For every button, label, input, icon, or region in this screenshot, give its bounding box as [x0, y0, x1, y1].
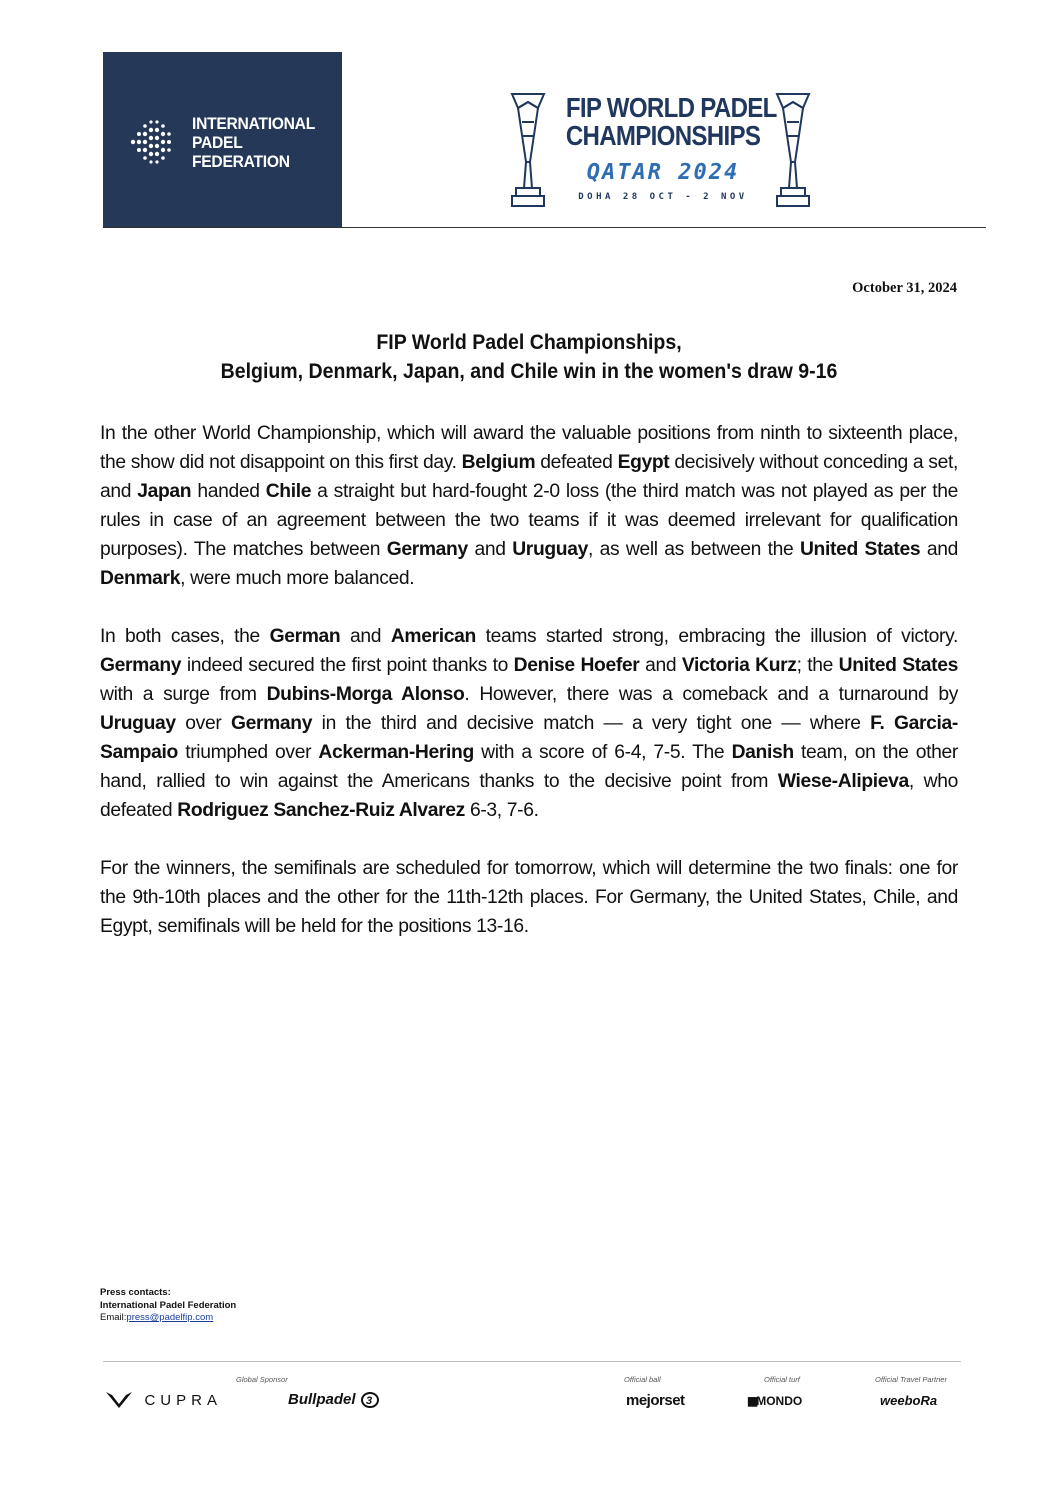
travel-partner-caption: Official Travel Partner	[875, 1375, 947, 1384]
text-run: , were much more balanced.	[180, 568, 415, 589]
text-run: and	[920, 539, 958, 560]
text-run: decisively without conceding a set, and	[100, 452, 958, 502]
svg-text:3: 3	[365, 1395, 372, 1408]
official-ball-caption: Official ball	[624, 1375, 661, 1384]
bold-text: Germany	[100, 655, 182, 676]
bold-text: Chile	[265, 481, 312, 502]
press-contacts-org: International Padel Federation	[100, 1299, 237, 1311]
championships-logo	[508, 92, 813, 212]
bold-text: F. Garcia-Sampaio	[100, 713, 958, 763]
bold-text: Rodriguez Sanchez-Ruiz Alvarez	[177, 800, 465, 821]
bold-text: United States	[799, 539, 921, 560]
title-line-1: FIP World Padel Championships,	[376, 331, 682, 354]
bold-text: Dubins-Morga Alonso	[266, 684, 465, 705]
bold-text: United States	[838, 655, 958, 676]
email-label: Email:	[100, 1312, 127, 1323]
bold-text: German	[269, 626, 341, 647]
global-sponsor-caption: Global Sponsor	[236, 1375, 288, 1384]
press-contacts-heading: Press contacts:	[100, 1287, 171, 1298]
ipf-logo	[103, 52, 342, 228]
text-run: , who defeated	[100, 771, 958, 821]
text-run: and	[340, 626, 391, 647]
email-link[interactable]: press@padelfip.com	[126, 1312, 214, 1323]
trophy-icon	[508, 92, 548, 210]
bold-text: Danish	[731, 742, 794, 763]
text-run: with a surge from	[100, 684, 267, 705]
bold-text: Denise Hoefer	[513, 655, 640, 676]
press-contacts	[100, 1287, 236, 1325]
bold-text: Germany	[386, 539, 468, 560]
text-run: . However, there was a comeback and a turnaround by	[464, 684, 958, 705]
ipf-logo-line-3: FEDERATION	[192, 152, 290, 171]
bold-text: Belgium	[461, 452, 536, 473]
bold-text: Ackerman-Hering	[318, 742, 474, 763]
championships-dates: DOHA 28 OCT - 2 NOV	[578, 192, 748, 202]
bold-text: American	[390, 626, 476, 647]
bold-text: Egypt	[617, 452, 670, 473]
cupra-wordmark: CUPRA	[144, 1391, 222, 1409]
text-run: over	[175, 713, 231, 734]
article-body	[100, 419, 958, 970]
text-run: , as well as between the	[587, 539, 800, 560]
championships-title	[565, 92, 777, 151]
text-run: indeed secured the first point thanks to	[181, 655, 514, 676]
bold-text: Wiese-Alipieva	[777, 771, 909, 792]
text-run: with a score of 6-4, 7-5. The	[473, 742, 732, 763]
text-run: 6-3, 7-6.	[464, 800, 539, 821]
press-release-date: October 31, 2024	[852, 280, 957, 296]
text-run: defeated	[535, 452, 618, 473]
bold-text: Uruguay	[512, 539, 588, 560]
text-run: and	[467, 539, 513, 560]
paragraph	[100, 419, 958, 593]
mondo-wordmark: MONDO	[756, 1394, 803, 1408]
press-contacts-email-line	[100, 1312, 236, 1325]
cupra-emblem-icon	[106, 1391, 132, 1409]
text-run: handed	[191, 481, 266, 502]
championships-title-line-1: FIP WORLD PADEL	[565, 92, 777, 123]
bold-text: Denmark	[100, 568, 181, 589]
text-run: ; the	[796, 655, 839, 676]
ipf-logo-line-1: INTERNATIONAL	[192, 114, 315, 133]
text-run: In the other World Championship, which will award the valuable positions from ninth to sixteenth place, the show did not disappoint on this first day.	[100, 423, 958, 473]
championships-title-line-2: CHAMPIONSHIPS	[565, 120, 761, 151]
ipf-logo-text	[192, 114, 315, 171]
bullpadel-logo	[288, 1391, 380, 1409]
text-run: triumphed over	[177, 742, 319, 763]
header-divider	[103, 227, 986, 228]
text-run: team, on the other hand, rallied to win against the Americans thanks to the decisive point from	[100, 742, 958, 792]
championships-subtitle: QATAR 2024	[586, 160, 740, 185]
bold-text: Uruguay	[100, 713, 176, 734]
bullpadel-emblem-icon	[360, 1391, 380, 1409]
mejorset-logo: mejorset	[626, 1392, 685, 1409]
text-run: For the winners, the semifinals are scheduled for tomorrow, which will determine the two finals: one for the 9th-10th places and the other for the 11th-12th places. For Germany, the United States, Chile, and Egypt, semifinals will be held for the positions 13-16.	[100, 858, 958, 937]
mondo-logo	[747, 1394, 802, 1408]
paragraph	[100, 854, 958, 941]
padel-racket-dots-icon	[127, 116, 183, 168]
bold-text: Japan	[137, 481, 192, 502]
trophy-icon	[773, 92, 813, 210]
cupra-logo	[106, 1391, 222, 1409]
text-run: in the third and decisive match — a very tight one — where	[312, 713, 871, 734]
footer-divider	[103, 1361, 961, 1362]
press-release-title	[130, 328, 928, 386]
bullpadel-wordmark: Bullpadel	[288, 1391, 356, 1408]
text-run: and	[639, 655, 682, 676]
title-line-2: Belgium, Denmark, Japan, and Chile win in the women's draw 9-16	[220, 360, 838, 383]
bold-text: Victoria Kurz	[681, 655, 797, 676]
weeboa-logo: weeboRa	[880, 1393, 938, 1408]
text-run: teams started strong, embracing the illusion of victory.	[475, 626, 958, 647]
official-turf-caption: Official turf	[764, 1375, 800, 1384]
text-run: a straight but hard-fought 2-0 loss (the third match was not played as per the rules in case of an agreement between the two teams if it was deemed irrelevant for qualification purposes). The matches between	[100, 481, 958, 560]
paragraph	[100, 622, 958, 825]
ipf-logo-line-2: PADEL	[192, 133, 243, 152]
bold-text: Germany	[230, 713, 313, 734]
text-run: In both cases, the	[100, 626, 270, 647]
mondo-emblem-icon: ▮▮	[747, 1394, 757, 1408]
